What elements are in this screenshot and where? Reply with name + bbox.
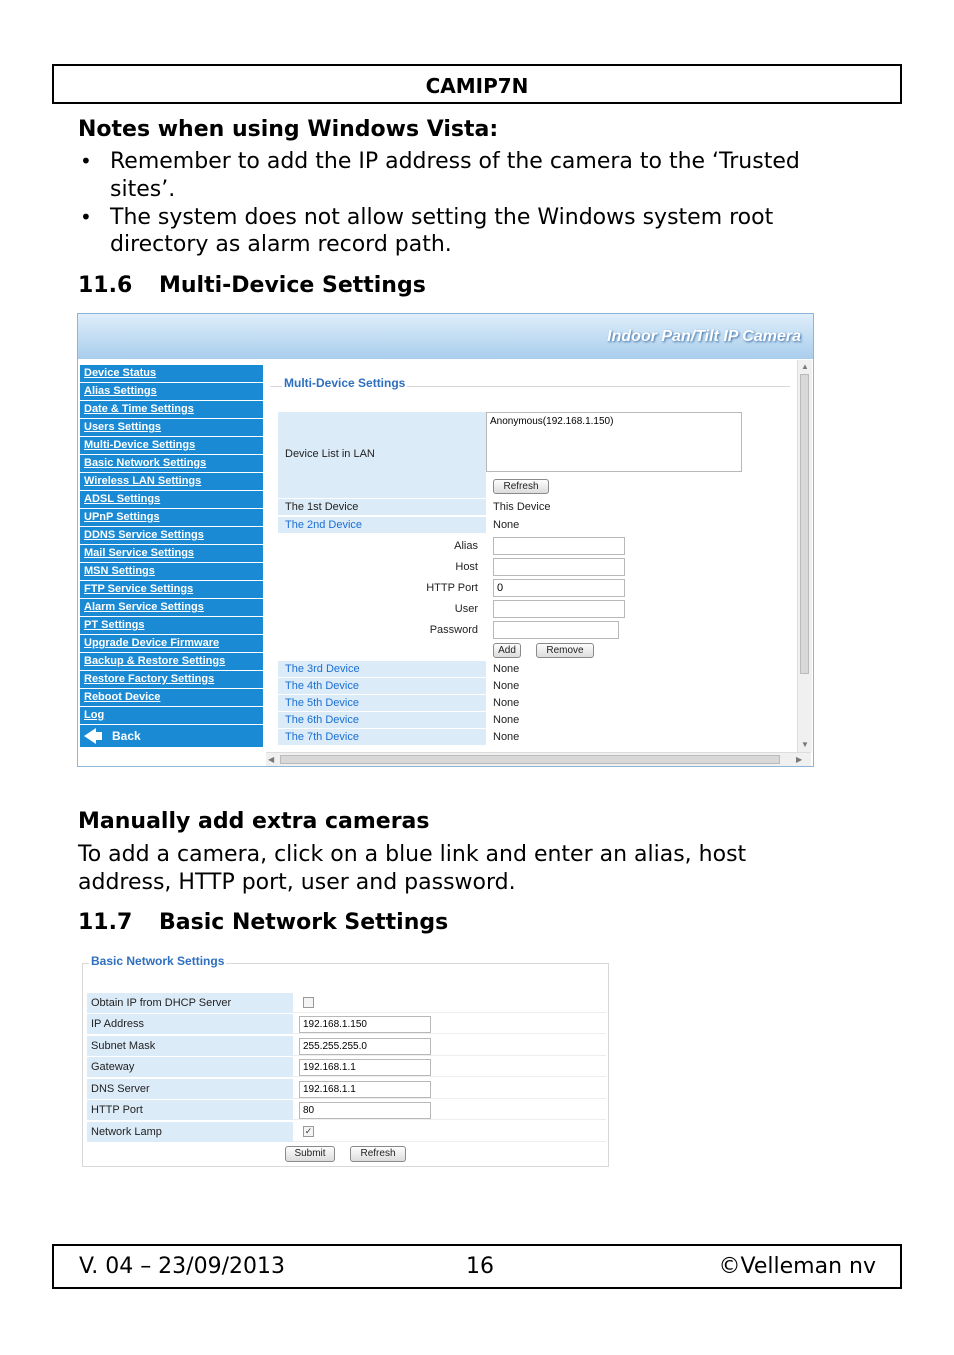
check-mark-icon: ✓ [304,1126,313,1136]
multi-device-screenshot [77,313,814,767]
footer-page-number: 16 [466,1254,494,1279]
nav-alias-settings[interactable]: Alias Settings [80,383,263,400]
nav-multi-device-settings[interactable]: Multi-Device Settings [80,437,263,454]
section-11-7-number: 11.7 [78,910,133,935]
manual-line-2: address, HTTP port, user and password. [78,870,516,895]
nav-wireless-lan-settings[interactable]: Wireless LAN Settings [80,473,263,490]
password-input[interactable] [493,621,619,639]
add-button[interactable]: Add [493,643,521,658]
dns-row [293,1079,606,1099]
remove-button[interactable]: Remove [536,643,594,658]
password-label: Password [429,624,478,636]
banner-title: Indoor Pan/Tilt IP Camera [607,328,801,345]
third-device-link[interactable]: The 3rd Device [285,663,360,675]
http-port-label: HTTP Port [426,582,478,594]
section-11-6-title: Multi-Device Settings [159,273,426,298]
vertical-scroll-thumb[interactable] [800,374,809,674]
subnet-row [293,1036,606,1056]
fourth-device-link[interactable]: The 4th Device [285,680,359,692]
sixth-device-value: None [493,714,520,726]
bullet-1-line-2: sites’. [110,177,176,202]
device-list-entry[interactable]: Anonymous(192.168.1.150) [490,416,614,427]
ip-row [293,1014,606,1034]
scroll-up-icon[interactable]: ▲ [801,362,809,371]
seventh-device-value: None [493,731,520,743]
network-lamp-checkbox[interactable] [303,1126,314,1137]
user-input[interactable] [493,600,625,618]
panel-title: Multi-Device Settings [284,376,406,390]
ip-label: IP Address [87,1014,293,1034]
nav-backup-restore[interactable]: Backup & Restore Settings [80,653,263,670]
user-label: User [454,603,478,615]
document-footer [52,1244,902,1289]
dns-server-input[interactable]: 192.168.1.1 [299,1081,431,1098]
refresh-button[interactable]: Refresh [493,479,549,494]
nav-alarm-service-settings[interactable]: Alarm Service Settings [80,599,263,616]
http-port-input[interactable]: 80 [299,1102,431,1119]
scroll-down-icon[interactable]: ▼ [801,740,809,749]
nav-upgrade-firmware[interactable]: Upgrade Device Firmware [80,635,263,652]
horizontal-scrollbar[interactable] [266,752,811,767]
bullet-icon: • [80,149,92,173]
nav-users-settings[interactable]: Users Settings [80,419,263,436]
dhcp-checkbox[interactable] [303,997,314,1008]
network-panel-title: Basic Network Settings [91,954,225,968]
fourth-device-value: None [493,680,520,692]
subnet-mask-input[interactable]: 255.255.255.0 [299,1038,431,1055]
ip-address-input[interactable]: 192.168.1.150 [299,1016,431,1033]
manual-line-1: To add a camera, click on a blue link and enter an alias, host [78,842,747,867]
vertical-scrollbar[interactable] [797,360,812,752]
host-label: Host [455,561,478,573]
submit-button[interactable]: Submit [285,1146,335,1162]
second-device-value: None [493,519,520,531]
fifth-device-value: None [493,697,520,709]
fifth-device-link[interactable]: The 5th Device [285,697,359,709]
first-device-value: This Device [493,501,551,513]
dns-label: DNS Server [87,1079,293,1099]
http-port-row [293,1100,606,1120]
multi-device-panel [266,360,796,752]
footer-version: V. 04 – 23/09/2013 [79,1254,285,1279]
manual-heading: Manually add extra cameras [78,809,430,834]
gateway-row [293,1057,606,1077]
host-input[interactable] [493,558,625,576]
nav-device-status[interactable]: Device Status [80,365,263,382]
alias-input[interactable] [493,537,625,555]
nav-reboot-device[interactable]: Reboot Device [80,689,263,706]
vista-heading: Notes when using Windows Vista: [78,117,499,142]
gateway-label: Gateway [87,1057,293,1077]
model-title: CAMIP7N [425,74,529,98]
first-device-label: The 1st Device [285,501,359,513]
dhcp-label: Obtain IP from DHCP Server [87,993,293,1013]
nav-date-time-settings[interactable]: Date & Time Settings [80,401,263,418]
nav-mail-service-settings[interactable]: Mail Service Settings [80,545,263,562]
network-lamp-label: Network Lamp [87,1122,293,1142]
nav-ftp-service-settings[interactable]: FTP Service Settings [80,581,263,598]
footer-copyright: ©Velleman nv [718,1254,876,1279]
device-list-box[interactable] [486,412,742,472]
nav-msn-settings[interactable]: MSN Settings [80,563,263,580]
camera-banner [78,314,814,359]
http-port-input[interactable]: 0 [493,579,625,597]
http-port-label: HTTP Port [87,1100,293,1120]
back-arrow-stem [94,732,102,740]
document-header [52,64,902,104]
section-11-6-number: 11.6 [78,273,133,298]
horizontal-scroll-thumb[interactable] [280,755,780,764]
back-button[interactable] [80,725,263,747]
bullet-icon: • [80,205,92,229]
nav-basic-network-settings[interactable]: Basic Network Settings [80,455,263,472]
subnet-label: Subnet Mask [87,1036,293,1056]
bullet-2-line-2: directory as alarm record path. [110,232,452,257]
scroll-left-icon[interactable]: ◀ [268,755,275,764]
gateway-input[interactable]: 192.168.1.1 [299,1059,431,1076]
nav-adsl-settings[interactable]: ADSL Settings [80,491,263,508]
sixth-device-link[interactable]: The 6th Device [285,714,359,726]
network-lamp-row [293,1122,606,1142]
bullet-2-line-1: The system does not allow setting the Windows system root [110,205,774,230]
network-refresh-button[interactable]: Refresh [350,1146,406,1162]
back-label: Back [112,729,141,743]
section-11-7-title: Basic Network Settings [159,910,449,935]
scroll-right-icon[interactable]: ▶ [796,755,803,764]
third-device-value: None [493,663,520,675]
nav-upnp-settings[interactable]: UPnP Settings [80,509,263,526]
nav-restore-factory[interactable]: Restore Factory Settings [80,671,263,688]
network-settings-screenshot [79,951,611,1169]
nav-log[interactable]: Log [80,707,263,724]
device-list-label: Device List in LAN [285,448,375,460]
alias-label: Alias [454,540,478,552]
nav-pt-settings[interactable]: PT Settings [80,617,263,634]
sidebar-nav [80,360,264,766]
dhcp-row [293,993,606,1013]
bullet-1-line-1: Remember to add the IP address of the camera to the ‘Trusted [110,149,800,174]
second-device-link[interactable]: The 2nd Device [285,519,363,531]
seventh-device-link[interactable]: The 7th Device [285,731,359,743]
nav-ddns-service-settings[interactable]: DDNS Service Settings [80,527,263,544]
